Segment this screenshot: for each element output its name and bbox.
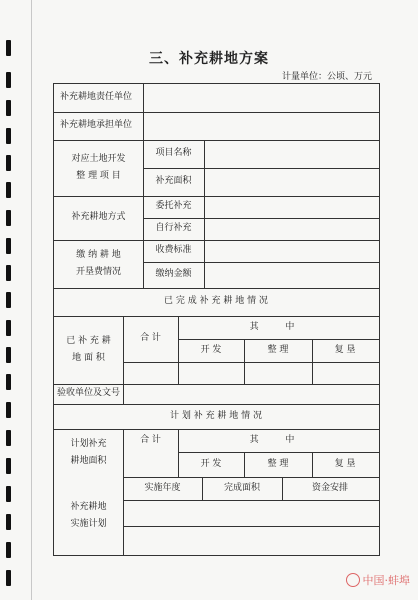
completed-section-heading: 已 完 成 补 充 耕 地 情 况 [164, 296, 268, 307]
completed-area-label: 已 补 充 耕 地 面 积 [66, 335, 111, 363]
margin-line [31, 0, 32, 600]
done-area-label: 完成面积 [223, 482, 260, 493]
seal-icon [346, 573, 360, 587]
fee-standard-label: 收费标准 [155, 245, 192, 256]
entrusted-label: 委托补充 [155, 201, 192, 212]
completed-of-which-label: 其 中 [249, 321, 307, 332]
project-group-label: 对应土地开发 整 理 项 目 [71, 153, 126, 181]
plan-arrange-label: 整 理 [267, 458, 289, 469]
project-name-label: 项目名称 [155, 148, 192, 159]
plan-total-label: 合 计 [140, 434, 161, 445]
completed-develop-label: 开 发 [200, 344, 222, 355]
plan-section-heading: 计 划 补 充 耕 地 情 况 [169, 410, 263, 421]
impl-plan-label: 补充耕地 实施计划 [70, 501, 107, 529]
method-label: 补充耕地方式 [71, 212, 126, 223]
plan-form [53, 83, 380, 556]
plan-reclaim-label: 复 垦 [334, 458, 356, 469]
undertaking-unit-label: 补充耕地承担单位 [60, 120, 133, 131]
completed-reclaim-label: 复 垦 [334, 344, 356, 355]
acceptance-label: 验收单位及文号 [56, 388, 120, 399]
self-supplement-label: 自行补充 [155, 223, 192, 234]
plan-area-label: 计划补充 耕地面积 [70, 438, 107, 466]
completed-arrange-label: 整 理 [267, 344, 289, 355]
fund-label: 资金安排 [311, 482, 348, 493]
impl-year-label: 实施年度 [144, 482, 181, 493]
watermark: 中国·蚌埠 [346, 572, 411, 588]
responsible-unit-label: 补充耕地责任单位 [60, 92, 133, 103]
unit-note: 计量单位：公顷、万元 [281, 72, 372, 82]
fee-group-label: 缴 纳 耕 地 开垦费情况 [75, 249, 121, 277]
plan-of-which-label: 其 中 [249, 434, 307, 445]
fee-amount-label: 缴纳金额 [155, 269, 192, 280]
completed-total-label: 合 计 [140, 333, 161, 344]
plan-develop-label: 开 发 [200, 458, 222, 469]
supplement-area-label: 补充面积 [155, 176, 192, 187]
page-title: 三、补充耕地方案 [149, 51, 269, 67]
binder-holes [6, 0, 14, 600]
